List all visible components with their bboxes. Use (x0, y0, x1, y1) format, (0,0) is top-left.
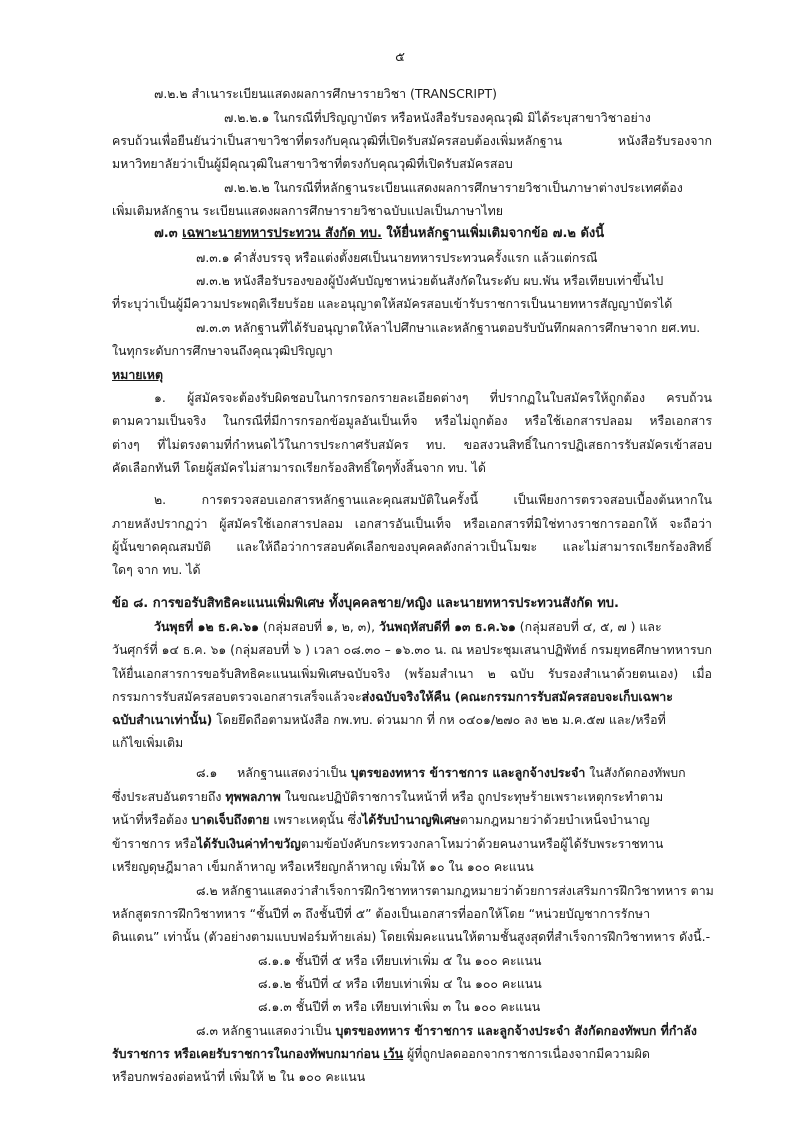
item-8-3-line2 (112, 1046, 712, 1062)
item-8-2-line2: หลักสูตรการฝึกวิชาทหาร “ชั้นปีที่ ๓ ถึงชั้นปีที่ ๕” ต้องเป็นเอกสารที่ออกให้โดย “หน่วยบัญชาการรักษา (112, 906, 651, 921)
item-8-1-line4 (112, 836, 712, 852)
item-7-2-2-2-line2: เพิ่มเติมหลักฐาน ระเบียนแสดงผลการศึกษารายวิชาฉบับแปลเป็นภาษาไทย (112, 203, 504, 218)
schedule-line4-bold: ส่งฉบับจริงให้คืน (คณะกรรมการรับสมัครสอบจะเก็บเฉพาะ (361, 689, 673, 704)
item-7-2-2-1-line2: ครบถ้วนเพื่อยืนยันว่าเป็นสาขาวิชาที่ตรงกับคุณวุฒิที่เปิดรับสมัครสอบต้องเพิ่มหลักฐาน หนังสือรับรองจาก (112, 133, 712, 148)
item-8-1-l4b: ได้รับเงินค่าทำขวัญ (196, 836, 301, 851)
remark-1-line1: ๑. ผู้สมัครจะต้องรับผิดชอบในการกรอกรายละเอียดต่างๆ ที่ปรากฏในใบสมัครให้ถูกต้อง ครบถ้วน (154, 390, 712, 405)
item-8-1-line5: เหรียญดุษฎีมาลา เข็มกล้าหาญ หรือเหรียญกล้าหาญ เพิ่มให้ ๑๐ ใน ๑๐๐ คะแนน (112, 859, 534, 874)
item-8-1-l3d: ได้รับบำนาญพิเศษ (361, 812, 461, 827)
section-7-3-heading (154, 226, 754, 242)
item-8-1-l4c: ตามข้อบังคับกระทรวงกลาโหมว่าด้วยคนงานหรือผู้ได้รับพระราชทาน (300, 836, 664, 851)
item-8-3-line3: หรือบกพร่องต่อหน้าที่ เพิ่มให้ ๒ ใน ๑๐๐ คะแนน (112, 1069, 366, 1084)
item-8-1-l2c: ในขณะปฏิบัติราชการในหน้าที่ หรือ ถูกประทุษร้ายเพราะเหตุกระทำตาม (280, 789, 664, 804)
schedule-line1 (154, 619, 754, 635)
page-number: ๕ (395, 50, 405, 65)
section-8-title: ข้อ ๘. การขอรับสิทธิคะแนนเพิ่มพิเศษ ทั้งบุคคลชาย/หญิง และนายทหารประทวนสังกัด ทบ. (112, 596, 619, 611)
section-7-3-num: ๗.๓ (154, 226, 178, 241)
item-8-1-3: ๘.๑.๓ ชั้นปีที่ ๓ หรือ เทียบเท่าเพิ่ม ๓ ใน ๑๐๐ คะแนน (258, 999, 541, 1014)
section-7-3-rest: ให้ยื่นหลักฐานเพิ่มเติมจากข้อ ๗.๒ ดังนี้ (381, 226, 605, 241)
item-8-1-l3b: บาดเจ็บถึงตาย (191, 812, 270, 827)
item-8-1-l3c: เพราะเหตุนั้น ซึ่ง (269, 812, 362, 827)
schedule-line6: แก้ไขเพิ่มเติม (112, 735, 184, 750)
remark-2-line4: ใดๆ จาก ทบ. ได้ (112, 562, 201, 577)
item-8-1-l2a: ซึ่งประสบอันตรายถึง (112, 789, 226, 804)
schedule-line3: ให้ยื่นเอกสารการขอรับสิทธิคะแนนเพิ่มพิเศษฉบับจริง (พร้อมสำเนา ๒ ฉบับ รับรองสำเนาด้วยตนเอง) เมื่อ (112, 666, 712, 681)
item-8-1-l1c: ในสังกัดกองทัพบก (585, 765, 686, 780)
schedule-line4 (112, 689, 712, 705)
section-7-2-2-title: ๗.๒.๒ สำเนาระเบียนแสดงผลการศึกษารายวิชา (TRANSCRIPT) (154, 86, 497, 101)
item-7-2-2-1-line3: มหาวิทยาลัยว่าเป็นผู้มีคุณวุฒิในสาขาวิชาที่ตรงกับคุณวุฒิที่เปิดรับสมัครสอบ (112, 156, 513, 171)
item-8-1-num: ๘.๑ (196, 765, 218, 780)
item-8-1-l4a: ข้าราชการ หรือ (112, 836, 197, 851)
item-8-1-line3 (112, 812, 712, 828)
item-7-3-2-line1: ๗.๓.๒ หนังสือรับรองของผู้บังคับบัญชาหน่วยต้นสังกัดในระดับ ผบ.พัน หรือเทียบเท่าขึ้นไป (196, 273, 664, 288)
item-8-3-l2u: เว้น (383, 1046, 404, 1061)
remark-2-line1: ๒. การตรวจสอบเอกสารหลักฐานและคุณสมบัติในครั้งนี้ เป็นเพียงการตรวจสอบเบื้องต้นหากใน (154, 492, 712, 507)
item-8-1-l2b: ทุพพลภาพ (225, 789, 281, 804)
item-7-3-2-line2: ที่ระบุว่าเป็นผู้มีความประพฤติเรียบร้อย และอนุญาตให้สมัครสอบเข้ารับราชการเป็นนายทหารสัญญาบัตรได้ (112, 296, 673, 311)
schedule-line5 (112, 712, 712, 728)
item-8-3-l1b: บุตรของทหาร ข้าราชการ และลูกจ้างประจำ สังกัดกองทัพบก ที่กำลัง (335, 1023, 697, 1038)
item-8-1-1: ๘.๑.๑ ชั้นปีที่ ๕ หรือ เทียบเท่าเพิ่ม ๕ ใน ๑๐๐ คะแนน (258, 953, 542, 968)
schedule-day1: วันพุธที่ ๑๒ ธ.ค.๖๑ (154, 619, 259, 634)
remark-1-line3: ต่างๆ ที่ไม่ตรงตามที่กำหนดไว้ในการประกาศรับสมัคร ทบ. ขอสงวนสิทธิ์ในการปฏิเสธการรับสมัครเข้าสอบ (112, 437, 712, 452)
item-8-1-2: ๘.๑.๒ ชั้นปีที่ ๔ หรือ เทียบเท่าเพิ่ม ๔ ใน ๑๐๐ คะแนน (258, 976, 542, 991)
schedule-day2: วันพฤหัสบดีที่ ๑๓ ธ.ค.๖๑ (378, 619, 516, 634)
item-8-1-l3a: หน้าที่หรือต้อง (112, 812, 192, 827)
item-8-1-l1a: หลักฐานแสดงว่าเป็น (237, 765, 351, 780)
item-8-3-l2c: ผู้ที่ถูกปลดออกจากราชการเนื่องจากมีความผิด (403, 1046, 650, 1061)
schedule-day2-groups: (กลุ่มสอบที่ ๔, ๕, ๗ ) และ (515, 619, 662, 634)
item-7-2-2-2-line1: ๗.๒.๒.๒ ในกรณีที่หลักฐานระเบียนแสดงผลการศึกษารายวิชาเป็นภาษาต่างประเทศต้อง (224, 180, 683, 195)
remark-1-line4: คัดเลือกทันที โดยผู้สมัครไม่สามารถเรียกร้องสิทธิ์ใดๆทั้งสิ้นจาก ทบ. ได้ (112, 460, 486, 475)
item-7-3-3-line1: ๗.๓.๓ หลักฐานที่ได้รับอนุญาตให้ลาไปศึกษาและหลักฐานตอบรับบันทึกผลการศึกษาจาก ยศ.ทบ. (196, 320, 701, 335)
item-8-3-l1a: ๘.๓ หลักฐานแสดงว่าเป็น (196, 1023, 336, 1038)
remark-1-line2: ตามความเป็นจริง ในกรณีที่มีการกรอกข้อมูลอันเป็นเท็จ หรือไม่ถูกต้อง หรือใช้เอกสารปลอม หรือเอกสาร (112, 413, 712, 428)
item-8-1-l3e: ตามกฎหมายว่าด้วยบำเหน็จบำนาญ (460, 812, 650, 827)
item-8-2-line3: ดินแดน” เท่านั้น (ตัวอย่างตามแบบฟอร์มท้ายเล่ม) โดยเพิ่มคะแนนให้ตามชั้นสูงสุดที่สำเร็จการฝึกวิชาทหาร ดังนี้.- (112, 929, 711, 944)
item-8-2-line1: ๘.๒ หลักฐานแสดงว่าสำเร็จการฝึกวิชาทหารตามกฎหมายว่าด้วยการส่งเสริมการฝึกวิชาทหาร ตาม (196, 883, 714, 898)
item-8-1-line1 (196, 765, 796, 781)
item-7-2-2-1-line1: ๗.๒.๒.๑ ในกรณีที่ปริญญาบัตร หรือหนังสือรับรองคุณวุฒิ มิได้ระบุสาขาวิชาอย่าง (224, 110, 651, 125)
remark-2-line3: ผู้นั้นขาดคุณสมบัติ และให้ถือว่าการสอบคัดเลือกของบุคคลดังกล่าวเป็นโมฆะ และไม่สามารถเรียกร้องสิทธิ์ (112, 539, 712, 554)
section-7-3-underlined: เฉพาะนายทหารประทวน สังกัด ทบ. (182, 226, 382, 241)
schedule-line4-normal: กรรมการรับสมัครสอบตรวจเอกสารเสร็จแล้วจะ (112, 689, 362, 704)
item-8-3-line1 (196, 1023, 796, 1039)
schedule-line2: วันศุกร์ที่ ๑๔ ธ.ค. ๖๑ (กลุ่มสอบที่ ๖ ) เวลา ๐๘.๓๐ – ๑๖.๓๐ น. ณ หอประชุมเสนาปฏิพัทธ์ กรมยุทธศึกษาทหารบก (112, 642, 712, 657)
schedule-line5-normal: โดยยึดถือตามหนังสือ กพ.ทบ. ด่วนมาก ที่ กห ๐๔๐๑/๒๗๐ ลง ๒๒ ม.ค.๕๗ และ/หรือที่ (212, 712, 666, 727)
item-8-1-l1b: บุตรของทหาร ข้าราชการ และลูกจ้างประจำ (350, 765, 586, 780)
item-8-3-l2b: รับราชการ หรือเคยรับราชการในกองทัพบกมาก่อน (112, 1046, 380, 1061)
schedule-day1-groups: (กลุ่มสอบที่ ๑, ๒, ๓), (258, 619, 379, 634)
item-7-3-3-line2: ในทุกระดับการศึกษาจนถึงคุณวุฒิปริญญา (112, 343, 333, 358)
remark-2-line2: ภายหลังปรากฏว่า ผู้สมัครใช้เอกสารปลอม เอกสารอันเป็นเท็จ หรือเอกสารที่มิใช่ทางราชการออกให้ จะถือว่า (112, 516, 712, 531)
item-8-1-line2 (112, 789, 712, 805)
schedule-line5-bold: ฉบับสำเนาเท่านั้น) (112, 712, 213, 727)
remarks-title: หมายเหตุ (112, 367, 164, 382)
item-7-3-1: ๗.๓.๑ คำสั่งบรรจุ หรือแต่งตั้งยศเป็นนายทหารประทวนครั้งแรก แล้วแต่กรณี (196, 250, 598, 265)
